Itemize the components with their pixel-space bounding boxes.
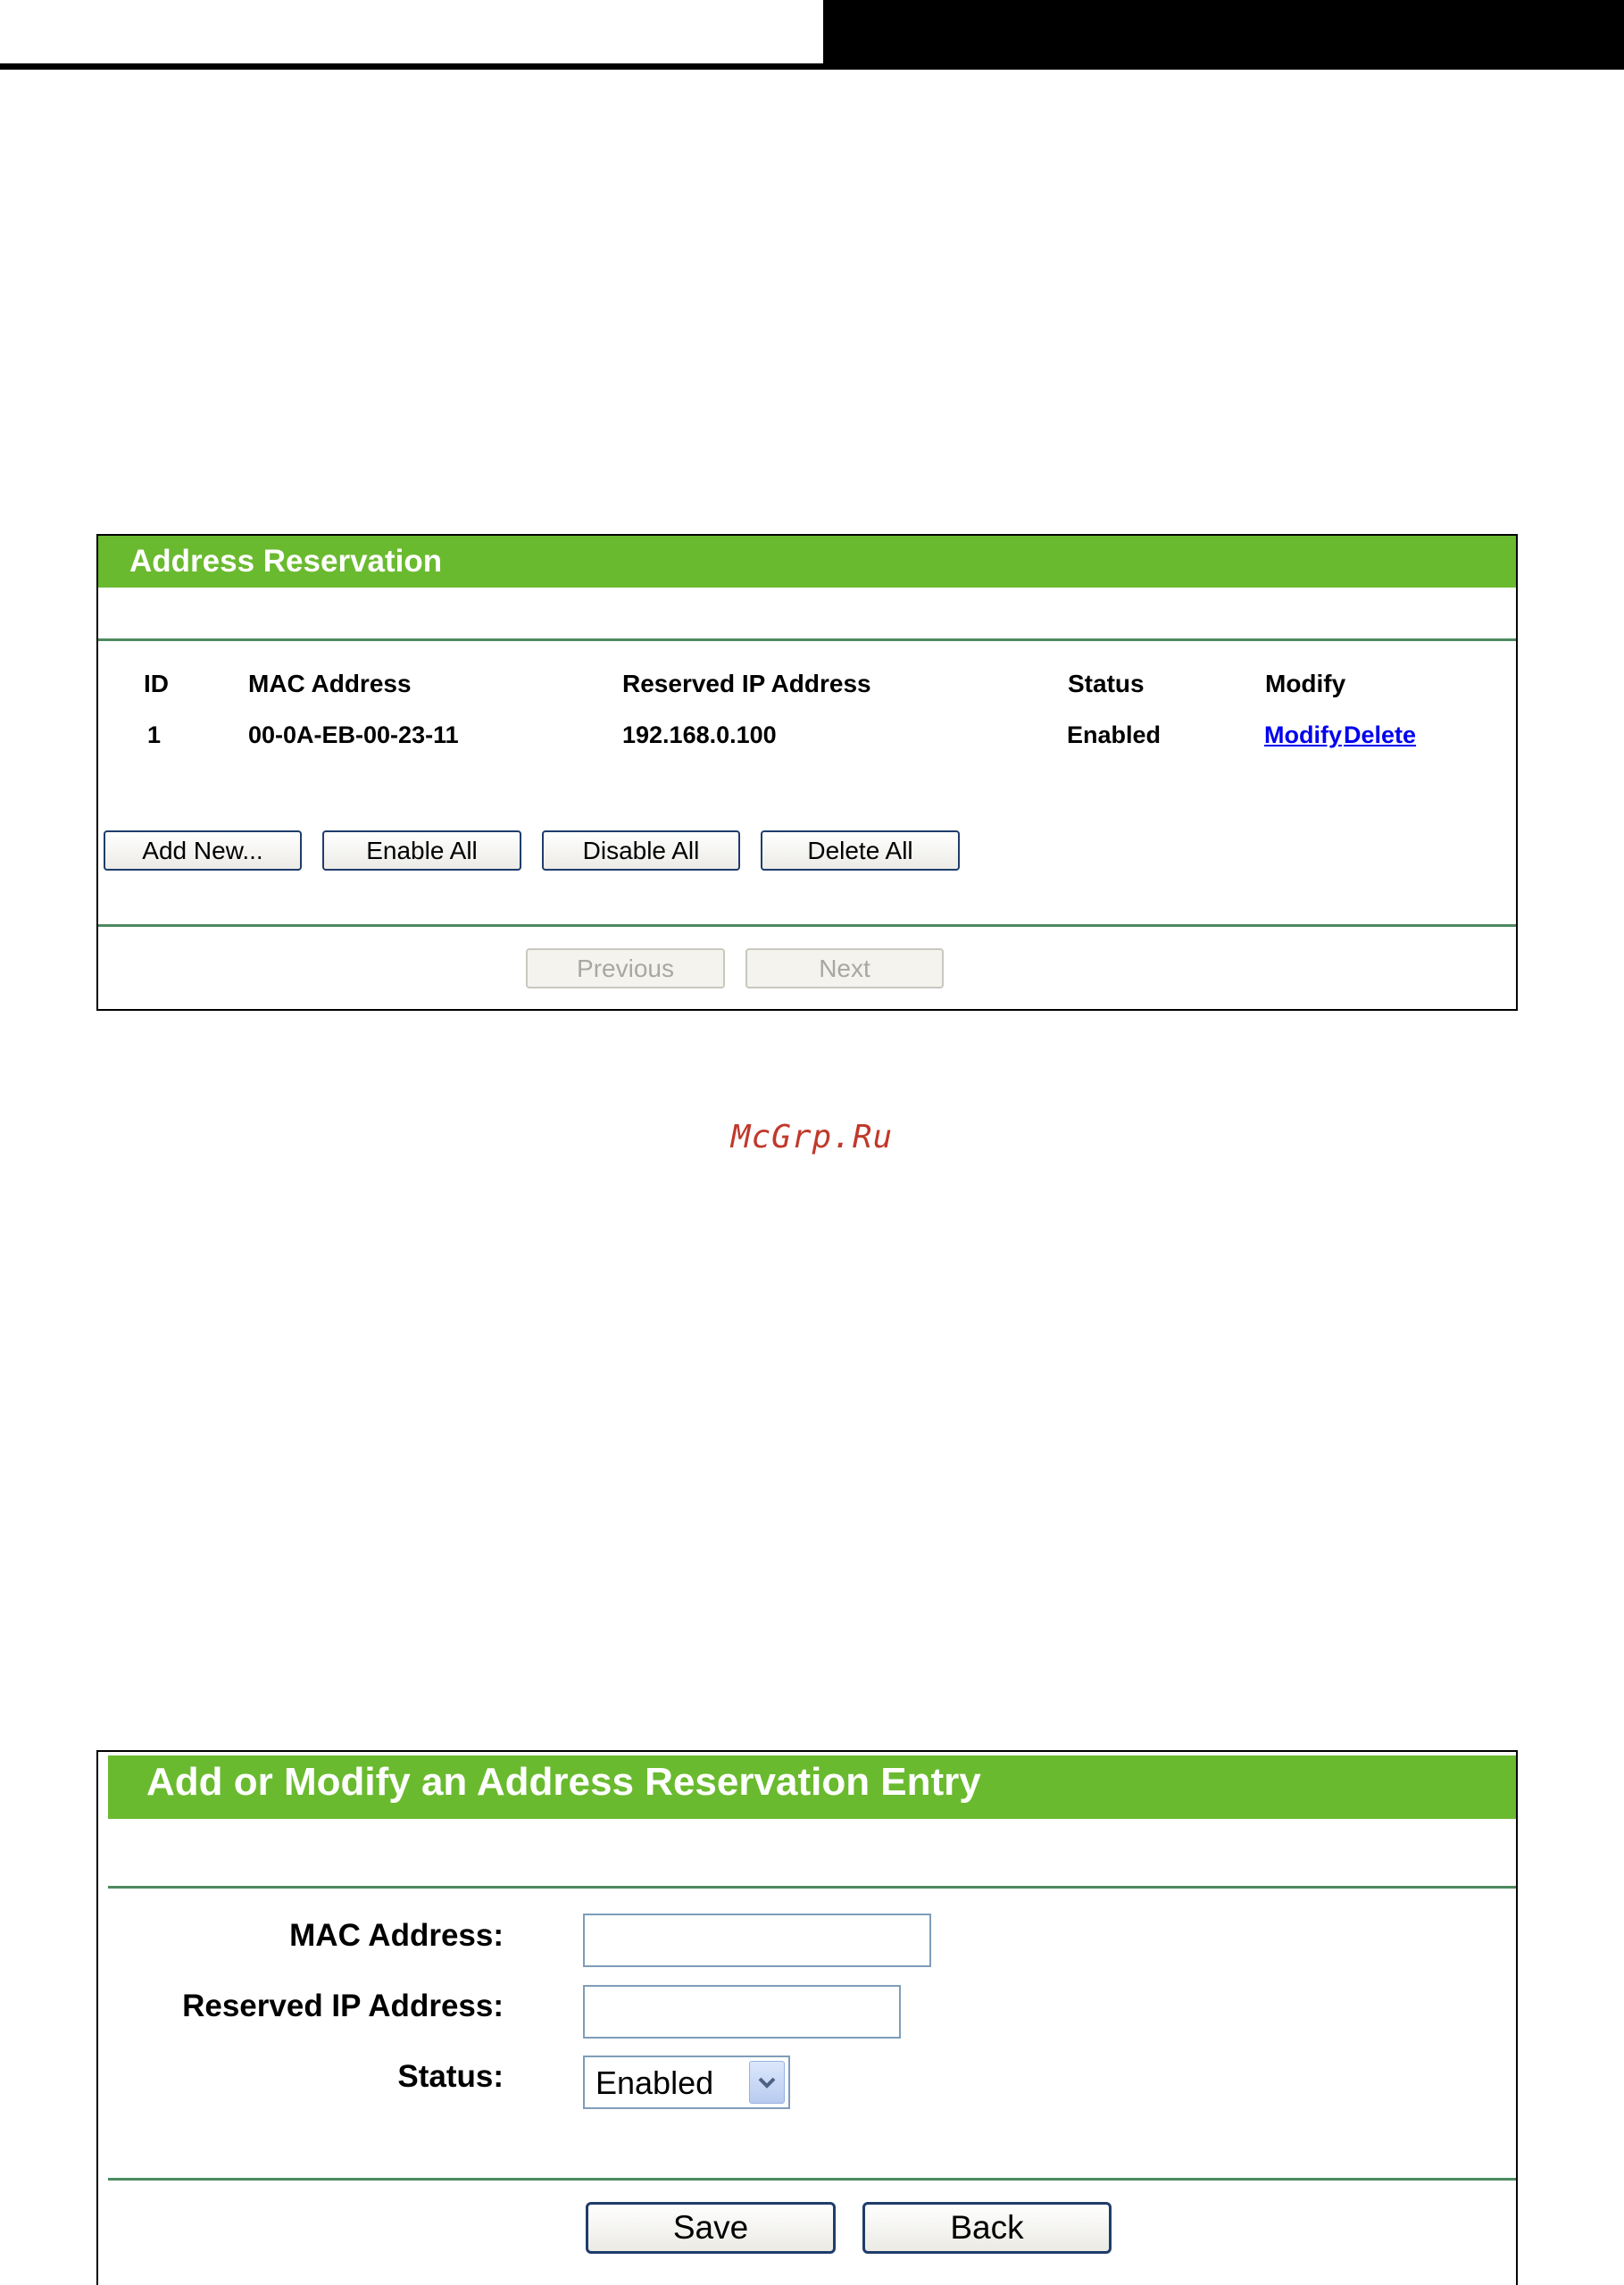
reserved-ip-label: Reserved IP Address: <box>182 1989 504 2023</box>
row-id: 1 <box>147 721 162 748</box>
header-separator <box>98 638 1516 641</box>
mac-address-input[interactable] <box>583 1914 931 1967</box>
mac-address-label: MAC Address: <box>289 1918 504 1953</box>
row-status: Enabled <box>1067 721 1162 748</box>
form-title: Add or Modify an Address Reservation Entry <box>108 1755 1516 1819</box>
footer-separator <box>98 924 1516 927</box>
col-modify: Modify <box>1265 670 1346 697</box>
delete-link[interactable]: Delete <box>1344 721 1417 748</box>
add-new-button[interactable]: Add New... <box>104 830 302 871</box>
status-select[interactable] <box>583 2056 790 2109</box>
save-button[interactable]: Save <box>586 2202 836 2254</box>
form-footer-separator <box>108 2178 1516 2181</box>
top-black-bar <box>823 0 1624 70</box>
row-mac: 00-0A-EB-00-23-11 <box>248 721 459 748</box>
previous-button[interactable]: Previous <box>526 948 725 988</box>
panel-title: Address Reservation <box>98 536 1516 588</box>
status-select-value: Enabled <box>595 2064 714 2101</box>
col-id: ID <box>144 670 169 697</box>
address-reservation-panel <box>96 534 1518 1011</box>
disable-all-button[interactable]: Disable All <box>542 830 740 871</box>
form-header-separator <box>108 1886 1516 1889</box>
col-reserved-ip: Reserved IP Address <box>622 670 871 697</box>
col-status: Status <box>1068 670 1145 697</box>
reserved-ip-input[interactable] <box>583 1985 901 2039</box>
entry-form-panel <box>96 1750 1518 2285</box>
next-button[interactable]: Next <box>745 948 944 988</box>
top-rule <box>0 63 826 70</box>
modify-link[interactable]: Modify <box>1264 721 1342 748</box>
status-label: Status: <box>397 2059 504 2094</box>
delete-all-button[interactable]: Delete All <box>761 830 960 871</box>
col-mac: MAC Address <box>248 670 412 697</box>
watermark-text: McGrp.Ru <box>730 1119 894 1155</box>
back-button[interactable]: Back <box>862 2202 1112 2254</box>
row-ip: 192.168.0.100 <box>622 721 777 748</box>
chevron-down-icon[interactable] <box>749 2061 785 2104</box>
enable-all-button[interactable]: Enable All <box>322 830 521 871</box>
